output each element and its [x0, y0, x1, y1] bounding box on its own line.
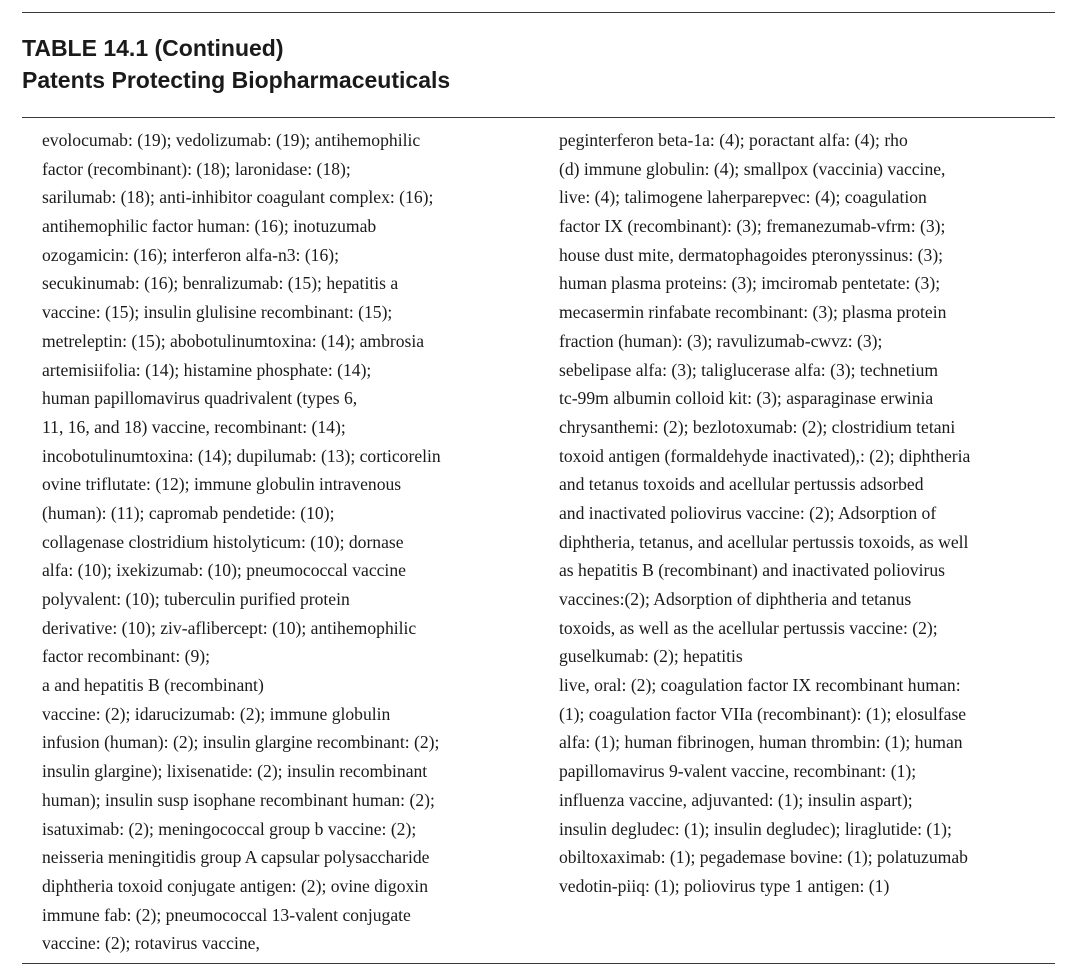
table-text-line: infusion (human): (2); insulin glargine recombinant: (2);: [42, 732, 440, 753]
bottom-rule: [22, 963, 1055, 964]
table-text-line: influenza vaccine, adjuvanted: (1); insulin aspart);: [559, 789, 913, 810]
table-text-line: artemisiifolia: (14); histamine phosphate: (14);: [42, 359, 372, 380]
table-text-line: live, oral: (2); coagulation factor IX recombinant human:: [559, 675, 961, 696]
table-text-line: evolocumab: (19); vedolizumab: (19); antihemophilic: [42, 130, 421, 150]
table-text-line: tc-99m albumin colloid kit: (3); asparaginase erwinia: [559, 388, 934, 409]
table-text-line: vedotin-piiq: (1); poliovirus type 1 antigen: (1): [559, 875, 890, 896]
table-text-line: live: (4); talimogene laherparepvec: (4); coagulation: [559, 187, 927, 208]
table-text-line: (human): (11); capromab pendetide: (10);: [42, 502, 335, 523]
table-text-line: sebelipase alfa: (3); taliglucerase alfa: (3); technetium: [559, 359, 939, 380]
table-text-line: vaccine: (2); idarucizumab: (2); immune globulin: [42, 703, 391, 724]
table-title: Patents Protecting Biopharmaceuticals: [22, 67, 451, 93]
table-text-line: papillomavirus 9-valent vaccine, recombinant: (1);: [559, 761, 917, 782]
table-text-line: factor IX (recombinant): (3); fremanezumab-vfrm: (3);: [559, 216, 946, 237]
table-text-line: secukinumab: (16); benralizumab: (15); hepatitis a: [42, 273, 399, 294]
table-text-line: diphtheria, tetanus, and acellular pertussis toxoids, as well: [559, 531, 969, 552]
table-text-line: human); insulin susp isophane recombinant human: (2);: [42, 789, 435, 810]
table-text-line: ozogamicin: (16); interferon alfa-n3: (16);: [42, 244, 340, 265]
table-text-line: derivative: (10); ziv-aflibercept: (10); antihemophilic: [42, 617, 417, 638]
table-text-line: alfa: (1); human fibrinogen, human thrombin: (1); human: [559, 732, 963, 753]
table-text-line: factor (recombinant): (18); laronidase: (18);: [42, 158, 351, 179]
table-text-line: incobotulinumtoxina: (14); dupilumab: (13); corticorelin: [42, 445, 441, 466]
table-text-line: house dust mite, dermatophagoides pteronyssinus: (3);: [559, 244, 944, 265]
table-text-line: neisseria meningitidis group A capsular polysaccharide: [42, 847, 430, 868]
table-text-line: vaccines:(2); Adsorption of diphtheria and tetanus: [559, 589, 912, 609]
table-text-line: human papillomavirus quadrivalent (types 6,: [42, 388, 358, 409]
table-text-line: 11, 16, and 18) vaccine, recombinant: (14);: [42, 416, 346, 437]
table-text-line: (d) immune globulin: (4); smallpox (vaccinia) vaccine,: [559, 158, 946, 179]
table-text-line: antihemophilic factor human: (16); inotuzumab: [42, 216, 377, 237]
table-text-line: human plasma proteins: (3); imciromab pentetate: (3);: [559, 273, 941, 294]
table-text-line: peginterferon beta-1a: (4); poractant alfa: (4); rho: [559, 130, 908, 150]
table-text-line: insulin degludec: (1); insulin degludec); liraglutide: (1);: [559, 818, 952, 839]
table-text-line: diphtheria toxoid conjugate antigen: (2); ovine digoxin: [42, 875, 428, 896]
table-caption: [22, 32, 450, 96]
table-text-line: factor recombinant: (9);: [42, 646, 211, 667]
table-text-line: collagenase clostridium histolyticum: (10); dornase: [42, 531, 404, 552]
table-text-line: toxoids, as well as the acellular pertussis vaccine: (2);: [559, 617, 938, 638]
table-text-line: guselkumab: (2); hepatitis: [559, 646, 743, 667]
table-text-line: ovine triflutate: (12); immune globulin intravenous: [42, 474, 402, 495]
top-rule: [22, 12, 1055, 13]
table-text-line: obiltoxaximab: (1); pegademase bovine: (1); polatuzumab: [559, 847, 968, 868]
header-rule: [22, 117, 1055, 118]
table-text-line: and tetanus toxoids and acellular pertussis adsorbed: [559, 474, 924, 495]
table-text-line: vaccine: (2); rotavirus vaccine,: [42, 933, 260, 954]
left-column: [42, 126, 542, 958]
table-text-line: a and hepatitis B (recombinant): [42, 675, 264, 696]
right-column: [559, 126, 1059, 901]
table-text-line: metreleptin: (15); abobotulinumtoxina: (14); ambrosia: [42, 330, 425, 351]
table-text-line: sarilumab: (18); anti-inhibitor coagulant complex: (16);: [42, 187, 434, 208]
table-text-line: mecasermin rinfabate recombinant: (3); plasma protein: [559, 302, 947, 323]
table-text-line: alfa: (10); ixekizumab: (10); pneumococcal vaccine: [42, 560, 406, 581]
table-label: TABLE 14.1 (Continued): [22, 35, 284, 61]
table-text-line: chrysanthemi: (2); bezlotoxumab: (2); clostridium tetani: [559, 416, 956, 437]
table-text-line: as hepatitis B (recombinant) and inactivated poliovirus: [559, 560, 945, 581]
table-text-line: immune fab: (2); pneumococcal 13-valent conjugate: [42, 904, 411, 925]
table-text-line: polyvalent: (10); tuberculin purified protein: [42, 589, 350, 609]
table-text-line: toxoid antigen (formaldehyde inactivated),: (2); diphtheria: [559, 445, 971, 466]
table-text-line: and inactivated poliovirus vaccine: (2); Adsorption of: [559, 502, 937, 523]
table-text-line: insulin glargine); lixisenatide: (2); insulin recombinant: [42, 761, 428, 782]
table-text-line: fraction (human): (3); ravulizumab-cwvz: (3);: [559, 330, 883, 351]
table-text-line: vaccine: (15); insulin glulisine recombinant: (15);: [42, 302, 393, 323]
table-text-line: (1); coagulation factor VIIa (recombinant): (1); elosulfase: [559, 703, 967, 724]
table-text-line: isatuximab: (2); meningococcal group b vaccine: (2);: [42, 818, 417, 839]
